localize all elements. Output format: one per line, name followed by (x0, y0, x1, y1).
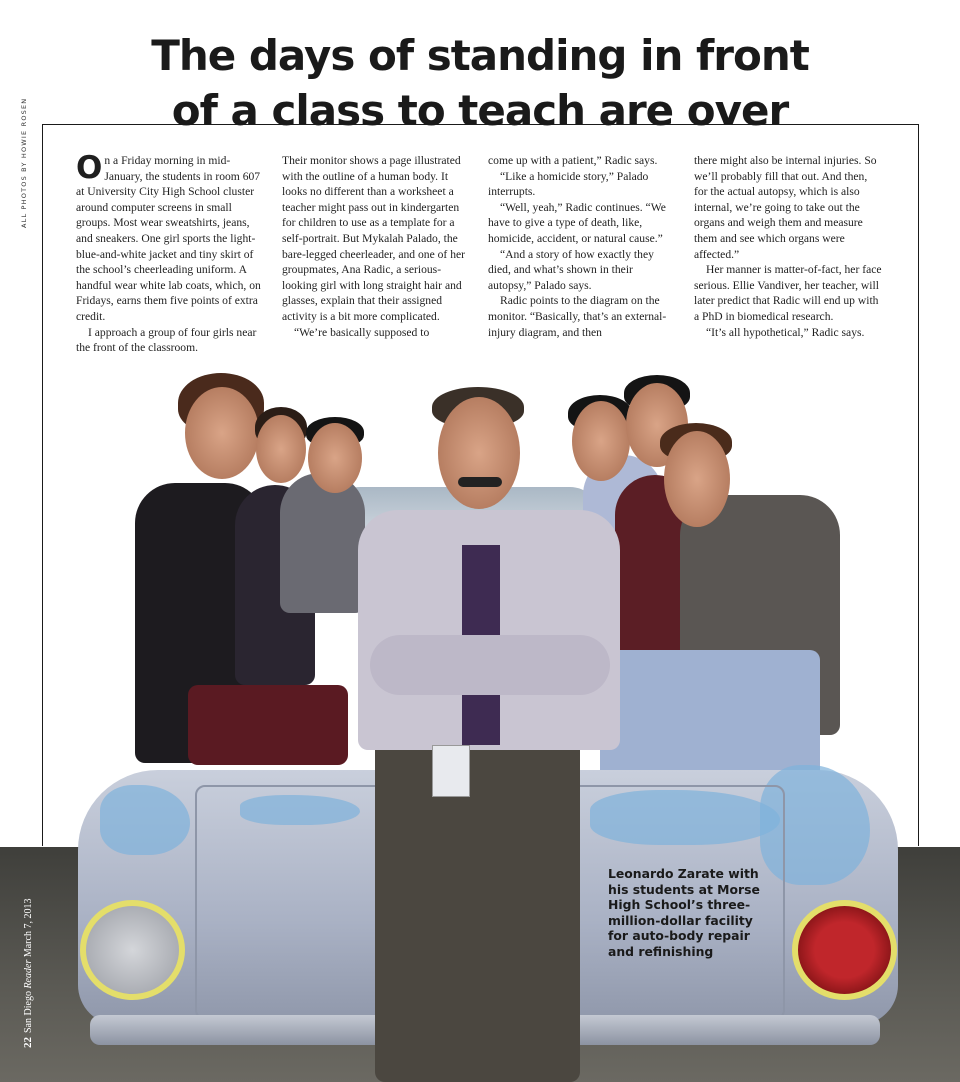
paragraph: Her manner is matter-of-fact, her face serious. Ellie Vandiver, her teacher, will later predict that Radic will end up with a PhD in biomedical research. (694, 263, 882, 323)
issue-date: March 7, 2013 (23, 898, 34, 960)
paragraph: come up with a patient,” Radic says. (488, 154, 658, 167)
article-column-4 (694, 153, 882, 363)
paragraph: Their monitor shows a page illustrated with the outline of a human body. It looks no different than a worksheet a teacher might pass out in kindergarten for children to use as a template for a self-portrait. But Mykalah Palado, the bare-legged cheerleader, and one of her groupmates, Ana Radic, a serious-looking girl with long straight hair and glasses, explain that their assigned activity is a bit more complicated. (282, 154, 465, 323)
paragraph: “Like a homicide story,” Palado interrupts. (488, 169, 649, 199)
paragraph: “We’re basically supposed to (294, 325, 430, 339)
article-body (76, 150, 884, 363)
headline (0, 28, 960, 138)
headline-line-2: of a class to teach are over (171, 86, 789, 135)
photo-caption: Leonardo Zarate with his students at Morse High School’s three-million-dollar facility for auto-body repair and refinishing (608, 866, 760, 959)
tail-light-left (80, 900, 185, 1000)
publication-name: San Diego (23, 988, 34, 1033)
article-column-1 (76, 150, 264, 363)
paragraph: Radic points to the diagram on the monitor. “Basically, that’s an external-injury diagram, and then (488, 294, 667, 339)
paragraph: On a Friday morning in mid-January, the students in room 607 at University City High School cluster around computer screens in small groups. Most wear sweatshirts, jeans, and sneakers. One girl sports the light-blue-and-white jacket and tiny skirt of the school’s cheerleading uniform. A handful wear white lab coats, which, on Fridays, earns them five points of extra credit. (76, 150, 261, 323)
tail-light-right (792, 900, 897, 1000)
paragraph: there might also be internal injuries. So we’ll probably fill that out. And then, for the actual autopsy, which is also internal, we’re going to take out the organs and weigh them and measure them and see which organs were affected.” (694, 154, 877, 261)
page-number: 22 (22, 1037, 34, 1048)
drop-cap: O (76, 150, 103, 186)
paragraph: I approach a group of four girls near the front of the classroom. (76, 325, 257, 355)
publication-name-italic: Reader (23, 959, 34, 989)
article-column-2 (282, 153, 470, 363)
article-column-3 (488, 153, 676, 363)
headline-line-1: The days of standing in front (151, 31, 809, 80)
paragraph: “Well, yeah,” Radic continues. “We have to give a type of death, like, homicide, accident, or natural cause.” (488, 200, 666, 245)
paragraph: “It’s all hypothetical,” Radic says. (706, 325, 865, 339)
page-folio (22, 888, 36, 1048)
paragraph: “And a story of how exactly they died, and what’s shown in their autopsy,” Palado says. (488, 247, 654, 292)
photo-credit: ALL PHOTOS BY HOWIE ROSEN (20, 97, 28, 228)
